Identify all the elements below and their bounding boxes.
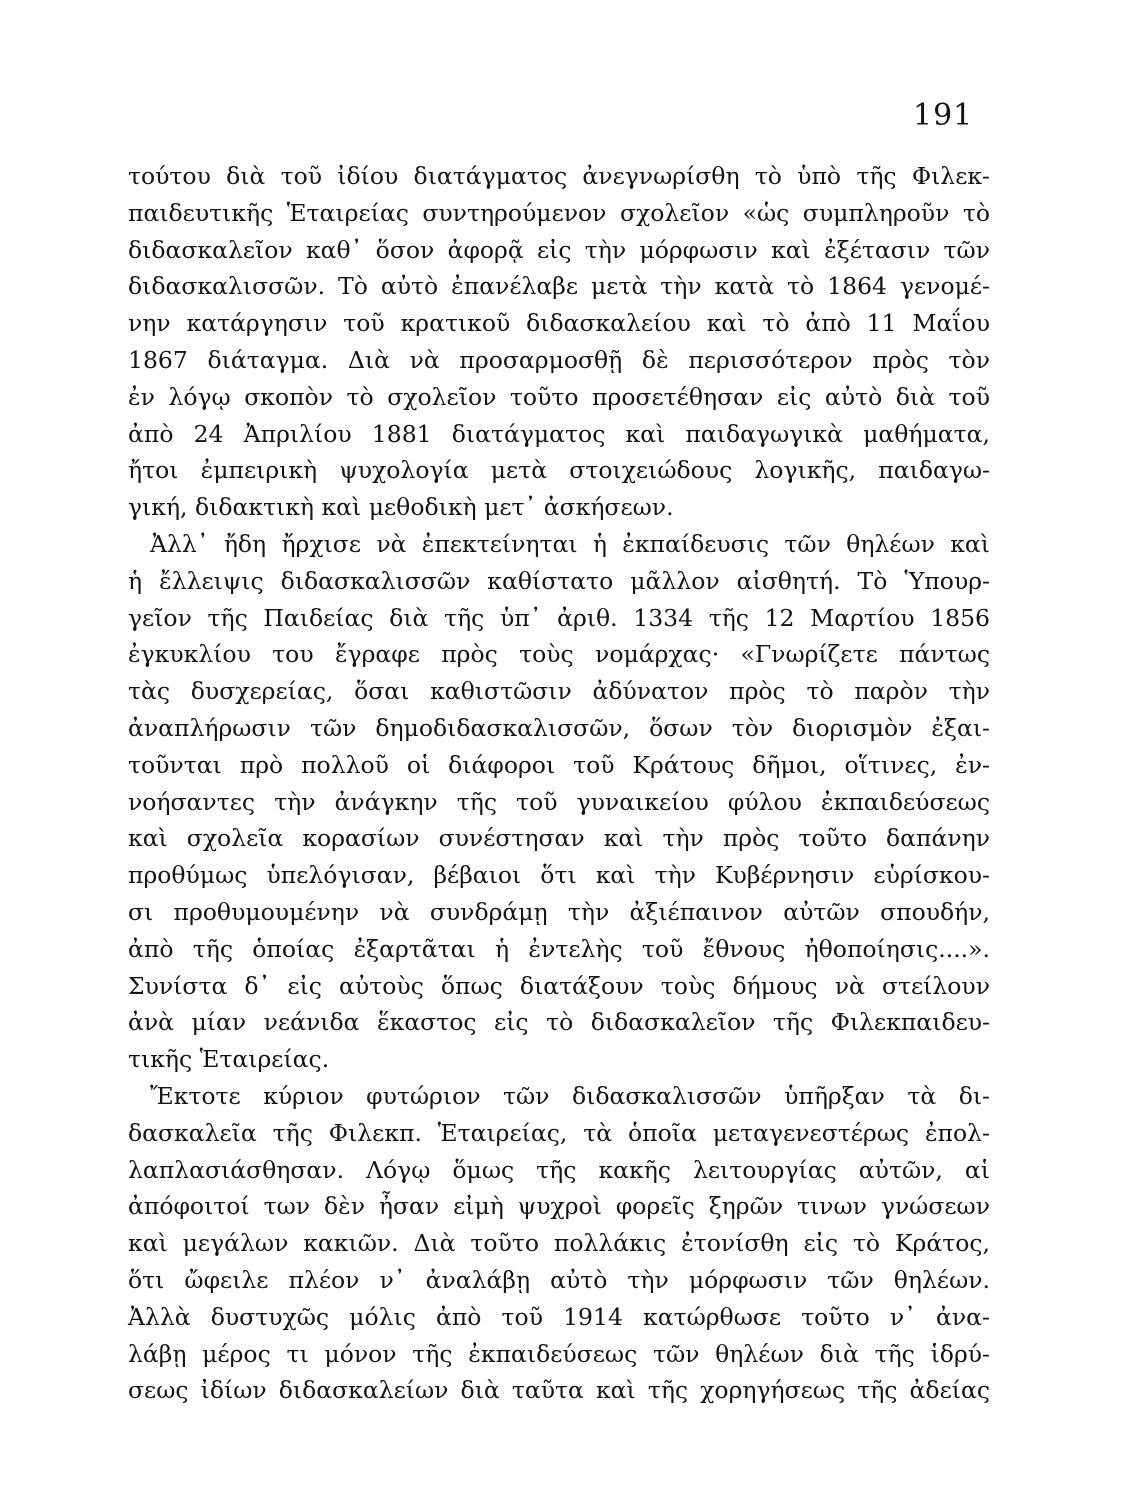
text-line: ἀνὰ μίαν νεάνιδα ἕκαστος εἰς τὸ διδασκαλεῖον τῆς Φιλεκπαιδευ-	[128, 1008, 990, 1037]
text-line: ἐγκυκλίου του ἔγραφε πρὸς τοὺς νομάρχας· «Γνωρίζετε πάντως	[128, 640, 990, 669]
text-line: Ἀλλὰ δυστυχῶς μόλις ἀπὸ τοῦ 1914 κατώρθωσε τοῦτο ν᾽ ἀνα-	[128, 1302, 990, 1331]
page-number: 191	[913, 98, 974, 133]
text-line: τὰς δυσχερείας, ὅσαι καθιστῶσιν ἀδύνατον πρὸς τὸ παρὸν τὴν	[128, 677, 990, 706]
text-line: ἡ ἔλλειψις διδασκαλισσῶν καθίστατο μᾶλλον αἰσθητή. Τὸ Ὑπουρ-	[128, 566, 990, 595]
text-line: καὶ μεγάλων κακιῶν. Διὰ τοῦτο πολλάκις ἐτονίσθη εἰς τὸ Κράτος,	[128, 1229, 990, 1258]
text-line: προθύμως ὑπελόγισαν, βέβαιοι ὅτι καὶ τὴν Κυβέρνησιν εὑρίσκου-	[128, 861, 990, 890]
text-line: ἐν λόγῳ σκοπὸν τὸ σχολεῖον τοῦτο προσετέθησαν εἰς αὐτὸ διὰ τοῦ	[128, 382, 990, 411]
text-line: ἀπόφοιτοί των δὲν ἦσαν εἰμὴ ψυχροὶ φορεῖς ξηρῶν τινων γνώσεων	[128, 1192, 990, 1221]
text-line: Ἀλλ᾽ ἤδη ἤρχισε νὰ ἐπεκτείνηται ἡ ἐκπαίδευσις τῶν θηλέων καὶ	[150, 529, 990, 558]
text-line: σι προθυμουμένην νὰ συνδράμῃ τὴν ἀξιέπαινον αὐτῶν σπουδήν,	[128, 897, 990, 926]
text-line: Συνίστα δ᾽ εἰς αὐτοὺς ὅπως διατάξουν τοὺς δήμους νὰ στείλουν	[128, 971, 990, 1000]
text-line: 1867 διάταγμα. Διὰ νὰ προσαρμοσθῇ δὲ περισσότερον πρὸς τὸν	[128, 345, 990, 374]
text-line: δασκαλεῖα τῆς Φιλεκπ. Ἑταιρείας, τὰ ὁποῖα μεταγενεστέρως ἐπολ-	[128, 1118, 990, 1147]
text-line: Ἔκτοτε κύριον φυτώριον τῶν διδασκαλισσῶν ὑπῆρξαν τὰ δι-	[150, 1081, 990, 1110]
text-line: γεῖον τῆς Παιδείας διὰ τῆς ὑπ᾽ ἀριθ. 1334 τῆς 12 Μαρτίου 1856	[128, 603, 990, 632]
text-line: τοῦνται πρὸ πολλοῦ οἱ διάφοροι τοῦ Κράτους δῆμοι, οἵτινες, ἐν-	[128, 750, 990, 779]
text-line: νοήσαντες τὴν ἀνάγκην τῆς τοῦ γυναικείου φύλου ἐκπαιδεύσεως	[128, 787, 990, 816]
text-line: παιδευτικῆς Ἑταιρείας συντηρούμενον σχολεῖον «ὡς συμπληροῦν τὸ	[128, 198, 990, 227]
text-line: νην κατάργησιν τοῦ κρατικοῦ διδασκαλείου καὶ τὸ ἀπὸ 11 Μαΐου	[128, 309, 990, 338]
text-line: γική, διδακτικὴ καὶ μεθοδικὴ μετ᾽ ἀσκήσεων.	[128, 493, 674, 522]
text-line: ἤτοι ἐμπειρικὴ ψυχολογία μετὰ στοιχειώδους λογικῆς, παιδαγω-	[128, 456, 990, 485]
text-line: διδασκαλισσῶν. Τὸ αὐτὸ ἐπανέλαβε μετὰ τὴν κατὰ τὸ 1864 γενομέ-	[128, 272, 990, 301]
text-line: ἀπὸ τῆς ὁποίας ἐξαρτᾶται ἡ ἐντελὴς τοῦ ἔθνους ἠθοποίησις....».	[128, 934, 990, 963]
body-text	[128, 158, 990, 1409]
text-line: τικῆς Ἑταιρείας.	[128, 1045, 330, 1074]
text-line: λαπλασιάσθησαν. Λόγῳ ὅμως τῆς κακῆς λειτουργίας αὐτῶν, αἱ	[128, 1155, 990, 1184]
text-line: ὅτι ὤφειλε πλέον ν᾽ ἀναλάβῃ αὐτὸ τὴν μόρφωσιν τῶν θηλέων.	[128, 1265, 990, 1294]
text-line: ἀπὸ 24 Ἀπριλίου 1881 διατάγματος καὶ παιδαγωγικὰ μαθήματα,	[128, 419, 990, 448]
text-line: λάβῃ μέρος τι μόνον τῆς ἐκπαιδεύσεως τῶν θηλέων διὰ τῆς ἱδρύ-	[128, 1339, 990, 1368]
text-line: καὶ σχολεῖα κορασίων συνέστησαν καὶ τὴν πρὸς τοῦτο δαπάνην	[128, 824, 990, 853]
text-line: σεως ἰδίων διδασκαλείων διὰ ταῦτα καὶ τῆς χορηγήσεως τῆς ἀδείας	[128, 1376, 990, 1405]
text-line: τούτου διὰ τοῦ ἰδίου διατάγματος ἀνεγνωρίσθη τὸ ὑπὸ τῆς Φιλεκ-	[128, 162, 990, 190]
text-line: διδασκαλεῖον καθ᾽ ὅσον ἀφορᾷ εἰς τὴν μόρφωσιν καὶ ἐξέτασιν τῶν	[128, 235, 990, 264]
text-line: ἀναπλήρωσιν τῶν δημοδιδασκαλισσῶν, ὅσων τὸν διορισμὸν ἐξαι-	[128, 713, 990, 742]
